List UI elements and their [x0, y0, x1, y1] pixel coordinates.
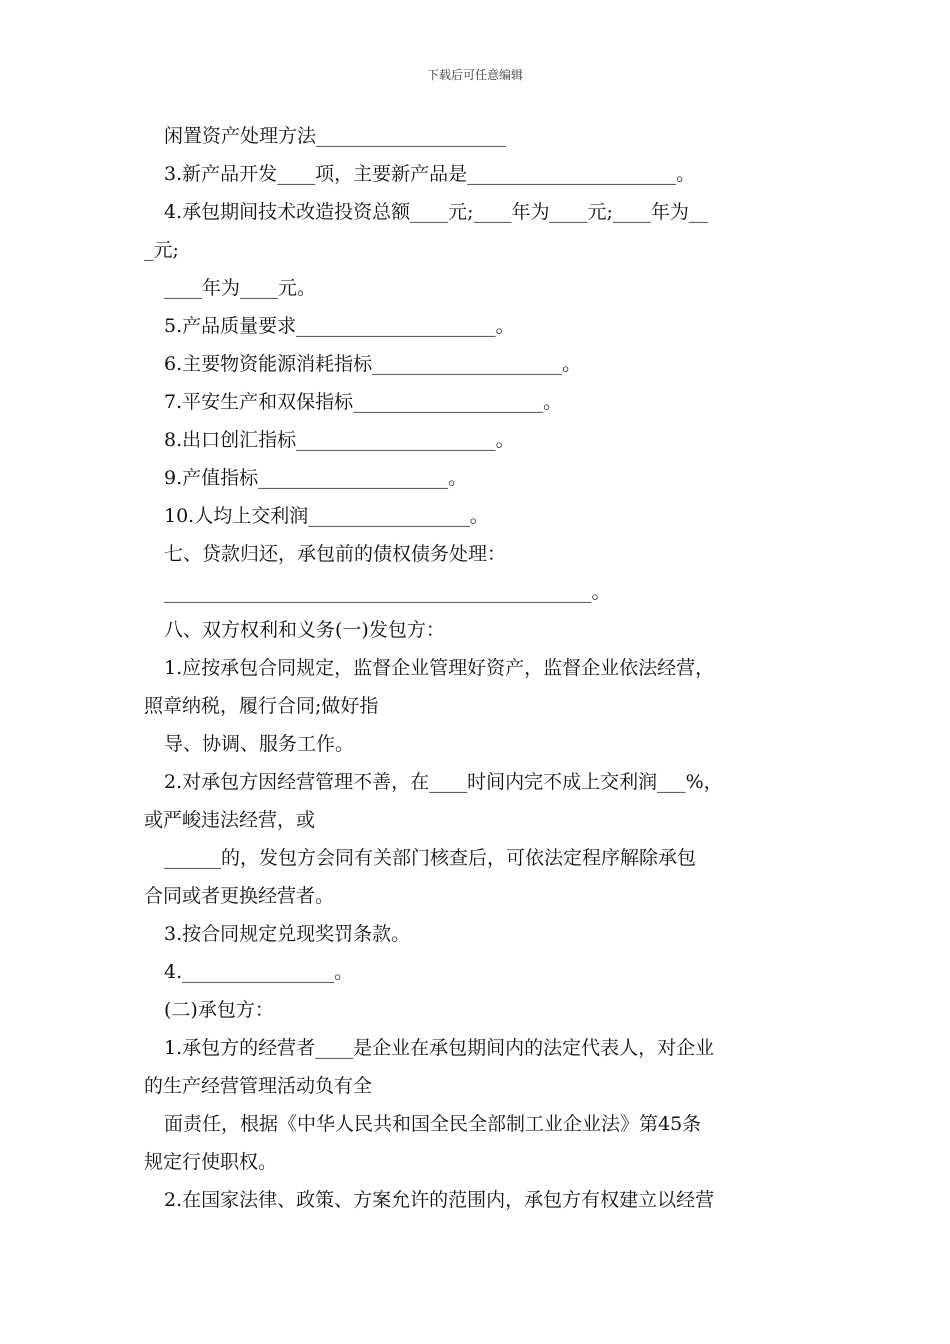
text-line: (二)承包方：	[164, 999, 274, 1021]
text-line: 6.主要物资能源消耗指标____________________。	[164, 353, 582, 375]
text-line: 八、双方权利和义务(一)发包方：	[164, 619, 445, 641]
text-line: ______的，发包方会同有关部门核查后，可依法定程序解除承包	[164, 847, 697, 869]
text-line: 导、协调、服务工作。	[164, 733, 355, 755]
text-line: ____年为____元。	[164, 277, 317, 299]
text-line: 1.承包方的经营者____是企业在承包期间内的法定代表人，对企业	[164, 1037, 715, 1059]
text-line: 9.产值指标____________________。	[164, 467, 468, 489]
text-line: 10.人均上交利润_________________。	[164, 505, 489, 527]
document-body	[144, 117, 816, 1219]
text-line: 2.对承包方因经营管理不善，在____时间内完不成上交利润___%，	[164, 771, 723, 793]
text-line: 4.________________。	[164, 961, 354, 983]
text-line: _____________________________________________。	[164, 581, 611, 603]
text-line: 5.产品质量要求_____________________。	[164, 315, 515, 337]
text-line: 3.按合同规定兑现奖罚条款。	[164, 923, 411, 945]
text-line: 规定行使职权。	[144, 1151, 278, 1173]
page-header-note: 下载后可任意编辑	[426, 68, 523, 82]
text-line: 七、贷款归还，承包前的债权债务处理：	[164, 543, 507, 565]
text-line: 或严峻违法经营，或	[144, 809, 316, 831]
text-line: 照章纳税，履行合同;做好指	[144, 695, 379, 717]
text-line: _元;	[144, 239, 179, 261]
text-line: 4.承包期间技术改造投资总额____元;____年为____元;____年为__	[164, 201, 708, 223]
text-line: 8.出口创汇指标_____________________。	[164, 429, 515, 451]
text-line: 3.新产品开发____项，主要新产品是______________________。	[164, 163, 696, 185]
text-line: 面责任，根据《中华人民共和国全民全部制工业企业法》第45条	[164, 1113, 702, 1135]
text-line: 闲置资产处理方法____________________	[164, 125, 507, 147]
text-line: 7.平安生产和双保指标____________________。	[164, 391, 563, 413]
text-line: 1.应按承包合同规定，监督企业管理好资产，监督企业依法经营，	[164, 657, 715, 679]
text-line: 2.在国家法律、政策、方案允许的范围内，承包方有权建立以经营	[164, 1189, 715, 1211]
text-line: 合同或者更换经营者。	[144, 885, 335, 907]
text-line: 的生产经营管理活动负有全	[144, 1075, 373, 1097]
